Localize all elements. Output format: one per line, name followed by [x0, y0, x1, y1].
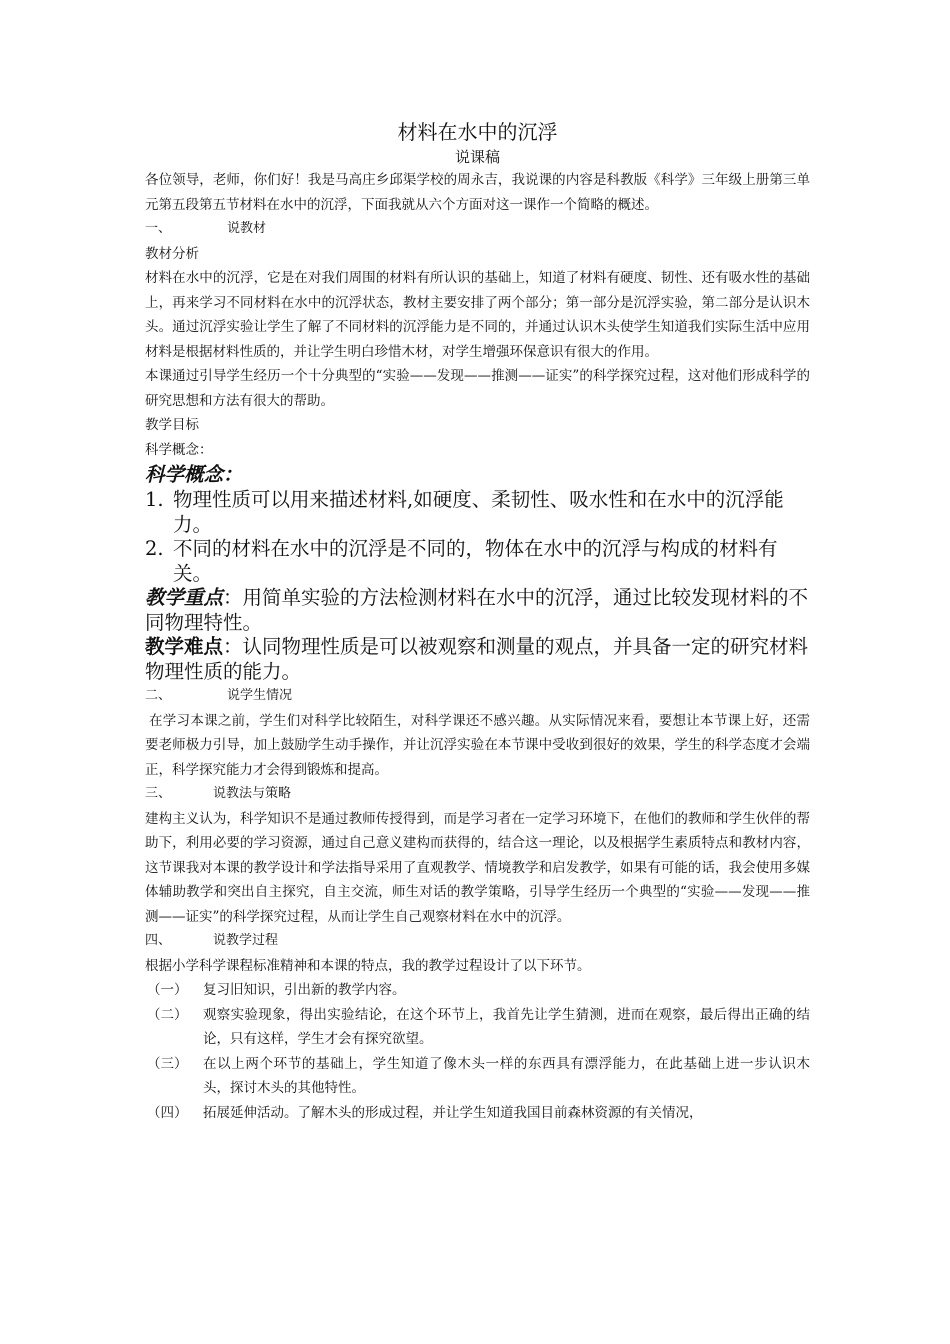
section-2-heading: [145, 684, 810, 709]
section-2-paragraph: 在学习本课之前，学生们对科学比较陌生，对科学课还不感兴趣。从实际情况来看，要想让本节课上好，还需要老师极力引导，加上鼓励学生动手操作，并让沉浮实验在本节课中受收到很好的效果，学生的科学态度才会端正，科学探究能力才会得到锻炼和提高。: [145, 712, 810, 778]
difficulty-text: ：认同物理性质是可以被观察和测量的观点，并具备一定的研究材料物理性质的能力。: [145, 635, 809, 683]
concept-item-text: 物理性质可以用来描述材料,如硬度、柔韧性、吸水性和在水中的沉浮能力。: [173, 488, 784, 536]
step-text: 观察实验现象，得出实验结论，在这个环节上，我首先让学生猜测，进而在观察，最后得出正确的结论，只有这样，学生才会有探究欲望。: [203, 1006, 810, 1047]
difficulty-label: 教学难点: [145, 635, 224, 658]
step-number: （三）: [147, 1055, 188, 1072]
analysis-paragraph-1: 材料在水中的沉浮，它是在对我们周围的材料有所认识的基础上，知道了材料有硬度、韧性、还有吸水性的基础上，再来学习不同材料在水中的沉浮状态，教材主要安排了两个部分；第一部分是沉浮实验，第二部分是认识木头。通过沉浮实验让学生了解了不同材料的沉浮能力是不同的，并通过认识木头使学生知道我们实际生活中应用材料是根据材料性质的，并让学生明白珍惜木材，对学生增强环保意识有很大的作用。: [145, 270, 810, 360]
concept-small-heading: 科学概念：: [145, 441, 213, 458]
section-1-title: 说教材: [227, 221, 267, 236]
analysis-heading: 教材分析: [145, 245, 199, 262]
concept-big-colon: ：: [223, 463, 243, 486]
document-page: [145, 118, 810, 1125]
teaching-steps-list: [145, 978, 810, 1125]
goal-heading: 教学目标: [145, 417, 199, 433]
concept-big-heading: [145, 462, 810, 488]
step-text: 在以上两个环节的基础上，学生知道了像木头一样的东西具有漂浮能力，在此基础上进一步认识木头，探讨木头的其他特性。: [203, 1055, 810, 1096]
step-item: [145, 1052, 810, 1101]
step-text: 拓展延伸活动。了解木头的形成过程，并让学生知道我国目前森林资源的有关情况，: [203, 1104, 703, 1121]
section-3-number: 三、: [145, 786, 172, 801]
difficulty-paragraph: [145, 635, 810, 684]
section-2-number: 二、: [145, 688, 172, 703]
section-4-number: 四、: [145, 933, 172, 948]
section-4-paragraph: 根据小学科学课程标准精神和本课的特点，我的教学过程设计了以下环节。: [145, 957, 591, 974]
step-number: （四）: [147, 1104, 188, 1121]
concept-item-number: 2.: [145, 537, 164, 560]
section-1-number: 一、: [145, 221, 172, 236]
step-text: 复习旧知识，引出新的教学内容。: [203, 982, 406, 998]
key-point-text: ：用简单实验的方法检测材料在水中的沉浮，通过比较发现材料的不同物理特性。: [145, 586, 809, 634]
section-2-title: 说学生情况: [227, 688, 293, 703]
step-number: （二）: [147, 1006, 188, 1023]
document-subtitle: 说课稿: [454, 148, 500, 166]
key-point-label: 教学重点: [145, 586, 224, 609]
document-title: 材料在水中的沉浮: [397, 120, 558, 144]
section-3-paragraph: 建构主义认为，科学知识不是通过教师传授得到，而是学习者在一定学习环境下，在他们的教师和学生伙伴的帮助下，利用必要的学习资源，通过自己意义建构而获得的，结合这一理论，以及根据学生素质特点和教材内容，这节课我对本课的教学设计和学法指导采用了直观教学、情境教学和启发教学，如果有可能的话，我会使用多媒体辅助教学和突出自主探究，自主交流，师生对话的教学策略，引导学生经历一个典型的“实验——发现——推测——证实”的科学探究过程，从而让学生自己观察材料在水中的沉浮。: [145, 810, 810, 925]
section-4-heading: [145, 929, 810, 954]
concept-item: [145, 537, 810, 586]
section-4-title: 说教学过程: [213, 933, 279, 948]
step-item: [145, 1003, 810, 1052]
concept-big-label: 科学概念: [145, 463, 224, 486]
concept-list: [145, 488, 810, 586]
concept-item-text: 不同的材料在水中的沉浮是不同的，物体在水中的沉浮与构成的材料有关。: [173, 537, 778, 585]
section-1-heading: [145, 217, 810, 242]
step-number: （一）: [147, 982, 188, 998]
intro-paragraph: 各位领导，老师，你们好！我是马高庄乡邱渠学校的周永吉，我说课的内容是科教版《科学》三年级上册第三单元第五段第五节材料在水中的沉浮，下面我就从六个方面对这一课作一个简略的概述。: [145, 172, 810, 213]
key-point-paragraph: [145, 586, 810, 635]
step-item: [145, 978, 810, 1003]
section-3-heading: [145, 782, 810, 807]
analysis-paragraph-2: 本课通过引导学生经历一个十分典型的“实验——发现——推测——证实”的科学探究过程，这对他们形成科学的研究思想和方法有很大的帮助。: [145, 368, 810, 409]
step-item: [145, 1101, 810, 1126]
section-3-title: 说教法与策略: [213, 786, 292, 801]
concept-item-number: 1.: [145, 488, 164, 511]
concept-item: [145, 488, 810, 537]
